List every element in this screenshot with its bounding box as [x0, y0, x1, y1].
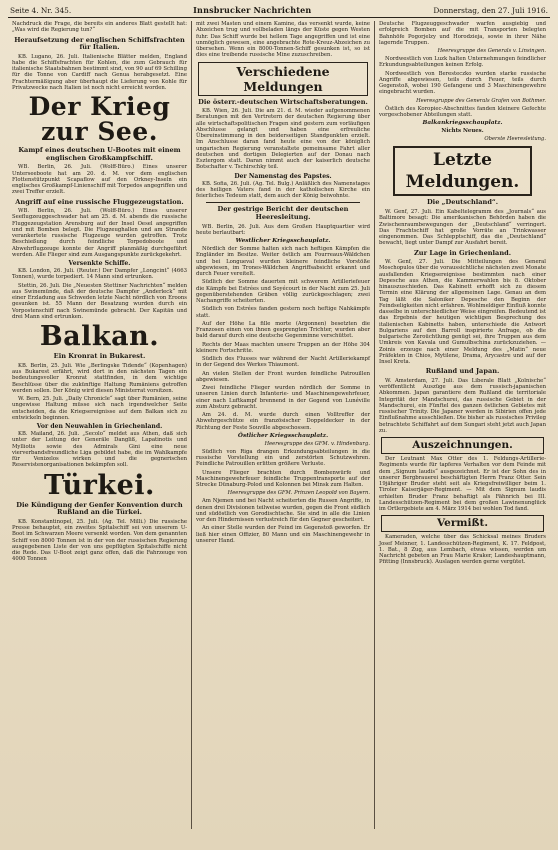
- article-paragraph: WB. Berlin, 26. Juli. (Wolff-Büro.) Eines unserer Unterseeboote hat am 20. d. M. vor dem englischen Flottenstützpunkt Scapaflow auf den Orkney-Inseln ein englisches Großkampf-Linienschiff mit Torpedos angegriffen und zwei Treffer erzielt.: [12, 164, 187, 196]
- article-paragraph: W. Amsterdam, 27. Juli. Das Liberale Blatt „Kolnische“ veröffentlicht Auszüge aus dem russisch-japanischen Abkommen. Japan garantiere dem Rußland die territoriale Integrität der Mandschurei, das russische Gebiet in der Mandschurei, ein Fünftel des ganzen östlichen Gebietes mit russischer Trinity. Die Japaner werden in Sibirien offen jede Einflußnahme ausschließen. Die bisher als russisches Privileg betrachtete Schiffahrt auf dem Sungari steht jetzt auch Japan zu.: [379, 377, 546, 434]
- article-paragraph: KB. Sofia, 26. Juli. (Ag. Tel. Bulg.) Anläßlich des Namenstages des heiligen Vaters fand in der katholischen Kirche ein feierliches Tedeum statt, dem auch der König beiwohnte.: [196, 180, 370, 200]
- article-paragraph: mit zwei Masten und einem Kamine, das versenkt wurde, keine Abzeichen trug und vollbeladen längs der Küste gegen Westen fuhr. Das Schiff wurde bei hellem Tage angegriffen und ist eine unmöglich gewesen, eine angebrachte Rote-Kreuz-Abzeichen zu übersehen. Wenn ein 8000-Tonnen-Schiff gesunken ist, so ist dies eine treibende russische Mine zuzuschreiben.: [196, 21, 370, 59]
- article-paragraph: Auf der Höhe La fille morte (Argonnen) besetzten die Franzosen einen von ihnen gesprengten Trichter, wurden aber bald darauf durch eine deutsche Gegenminne verschüttet.: [196, 320, 370, 340]
- article-paragraph: An einer Stelle wurden der Feind im Gegenstoß geworfen. Er ließ hier einen Offizier, 80 Mann und ein Maschinengewehr in unserer Hand.: [196, 525, 370, 544]
- article-paragraph: Nachdruck die Frage, die bereits ein anderes Blatt gestellt hat: „Was wird die Regierung tun?“: [12, 21, 187, 34]
- article-paragraph: Deutsche Flugzeuggeschwader warfen ausgiebig und erfolgreich Bomben auf die mit Transporten belegten Bahnhöfe Pogorjelzy und Horodzieja, sowie in ihrer Nähe lagernde Truppen.: [379, 21, 546, 46]
- column-2: [191, 21, 375, 829]
- headline-westlich: Westlicher Kriegsschauplatz.: [235, 238, 331, 245]
- article-paragraph: W. Genf, 27. Juli. Ein Kabeltelegramm des „Journals“ aus Baltimore besagt: Die amerikanischen Behörden haben die Zwischenraumbewegungen der „Deutschland“ verringert. Das Frachtschiff hat große Vorräte an Trinkwasser eingenommen. Das Schlepptschiff, das die „Deutschland“ bewacht, liegt unter Dampf zur Ausfahrt bereit.: [379, 209, 546, 247]
- headline-namenstag: Der Namenstag des Papstes.: [234, 172, 332, 180]
- article-paragraph: Rechts der Maas machten unsere Truppen an der Höhe 304 kleinere Fortschritte.: [196, 341, 370, 354]
- article-paragraph: KB. Berlin, 25. Juli. Wie „Berlingske Tidende“ (Kopenhagen) aus Bukarest erfährt, wird dort in den nächsten Tagen ein bedeutungsvoller Kronrat stattfinden, in dem wichtige Beschlüsse über die zukünftige Haltung Rumäniens getroffen werden sollen. Der König wird diesen Ministerrat vorsitzen.: [12, 362, 187, 394]
- article-paragraph: W. Genf, 27. Juli. Die Mitteilungen des General Moschopulos über die voraussichtliche nächsten zwei Monate ausfallenden Kriegsereignisse bestimmten nach einer Depesche aus Athen, die Kammerwahlen bis 8. Oktober hinauszuschieden. Das Kabinett erhofft sich zu diesem Termin eine Klärung der allgemeinen Lage. Genau an dem Tag läßt die Saloniker Depesche den Beginn der Feindseligkeiten nicht erfahren. Wohlmeldiger Einfluß konnte dasselbe in unterschiedlicher Weise eingreifen. Bedeutend ist das Ergebnis der heutigen wichtigen Besprechung des italienischen Kabinetts haben, unterschiede die Antwort Bulgariens auf den Barroll inspirierte Anfrage, ob die bulgarische Zeroüchtlung genügt sei, ihre Truppen aus dem Umkreis von Kavala und Gumulbschina zurückzuziehen. — Zoinis erzeuge nach einer Meldung des „Matin“ neue Präfekten in Chios, Mytilene, Drama, Arycastre und auf der Insel Kreta.: [379, 259, 546, 366]
- page-header: [8, 6, 550, 18]
- headline-schiffe: Versenkte Schiffe.: [68, 260, 131, 268]
- source-line: Heeresgruppe des Generals v. Linsingen.: [437, 48, 546, 54]
- header-masthead: Innsbrucker Nachrichten: [193, 5, 312, 15]
- article-paragraph: Zwei feindliche Flieger wurden nördlich der Somme in unseren Linien durch Infanterie- und Maschinengewehrfeuer, einer nach Luftkampf brennend in der Gegend von Lunéville zum Absturz gebracht.: [196, 385, 370, 410]
- nichts-neues: Nichts Neues.: [441, 128, 484, 134]
- source-line: Heeresgruppe des GFM. v. Hindenburg.: [264, 440, 370, 447]
- article-paragraph: KB. Konstantinopel, 25. Juli. (Ag. Tel. Milli.) Die russische Presse behauptet, ein zweites Spitalschiff sei von unserem U-Boot im Schwarzen Meere versenkt worden. Von dem genannten Schiff von 8000 Tonnen ist in der von der russischen Regierung ausgegebenen Liste der von uns gepflügten Spitalschiffe nicht die Rede. Das U-Boot zeigt ganz offen, daß die Fahrzeuge von 4000 Tonnen: [12, 518, 187, 563]
- article-paragraph: Südlich von Riga drangen Erkundungsabteilungen in die russische Vorstellung ein und zerstörten Schutzwehren. Feindliche Patrouillen erlitten größere Verluste.: [196, 448, 370, 468]
- article-paragraph: KB. London, 26. Juli. (Reuter.) Der Dampfer „Longcint“ (4663 Tonnen), wurde torpediert. 14 Mann sind ertrunken.: [12, 268, 187, 281]
- headline-griechenland: Zur Lage in Griechenland.: [413, 248, 512, 257]
- article-paragraph: WB. Berlin, 26. Juli. (Wolff-Büro.) Eines unserer Seeflugzeuggeschwader hat am 25. d. M. abends die russische Fluggezeugstation Arensburg auf der Insel Oesel angegriffen und mit Bomben belegt. Die Flugzeughallen und am Strande verankertete russische Flugzeuge wurden getroffen. Trotz Beschießung durch feindliche Torpedoboote und Abwehrflugzeuge konnte der Angriff planmäßig durchgeführt werden. Alle Flieger sind zum Ausgangspunkte zurückgekehrt.: [12, 208, 187, 258]
- header-page-number: Seite 4. Nr. 345.: [10, 6, 72, 15]
- signature-oberste-heeresleitung: Oberste Heeresleitung.: [484, 136, 546, 143]
- column-3: [375, 21, 550, 829]
- headline-wirtschaft: Die österr.-deutschen Wirtschaftsberatungen.: [198, 97, 368, 106]
- header-date: Donnerstag, den 27. Juli 1916.: [433, 6, 548, 15]
- article-paragraph: KB. Mailand, 26. Juli. „Secolo“ meldet aus Athen, daß sich unter der Leitung der Generäle Dangliß, Lapatinotis und Mylliotis sowie des Admirals Gini eine neue vierverbandsfreundliche Liga gebildet habe, die im Wahlkampfe für Venizelos wirken und die gegnerischen Reservistenorganisationen bekämpfen soll.: [12, 431, 187, 469]
- article-paragraph: Südlich der Somme dauerten mit schwerem Artilleriefeuer die Kämpfe bei Estrées und Soyécourt in der Nacht zum 25. Juli gegenüberstehenden Gräben völlig zurückgeschlagen; zwei Nachangriffe scheiterten.: [196, 279, 370, 305]
- headline-flug: Angriff auf eine russische Fluggezeugstation.: [15, 197, 184, 206]
- article-paragraph: Nordwestlich von Luzk halten Unternehmungen feindlicher Erkundungsabteilungen keinen Erfolg.: [379, 56, 546, 69]
- article-paragraph: Der Leutnant Max Otter des 1. Feldungs-Artillerie-Regiments wurde für tapferes Verhalten vor dem Feinde mit dem „Signum laudis“ ausgezeichnet. Er ist der Sohn des in unserer Bergbrauerei beschäftigten Herrn Franz Otter. Sein 19jähriger Bruder steht seit als Kriegsfreiwilliger beim 1. Tiroler Kaiserjäger-Regiment. — Mit dem Signum laudis erhielten Bruder Franz behaftigt als Fähnrich bei III. Landesschützen-Regiment bei dem großen Lawinenunglück im Ortlergebiete am 4. März 1914 bei wohlen Tod fand.: [379, 456, 546, 513]
- article-paragraph: Kameraden, welche über das Schicksal meines Bruders Josef Meixner, 1. Landesschützen-Regiment, K. 17. Feldpost, 1. Bat., 8 Zug, aus Lembach, etwas wissen, werden um Nachricht gebeten an Frau Marie Kraker, Landeshauptmann, Pfitting (Innsbruck). Auslagen werden gerne vergütet.: [379, 534, 546, 566]
- columns: [8, 21, 550, 829]
- section-box-verschiedene-meldungen: Verschiedene Meldungen: [198, 62, 368, 96]
- article-paragraph: Unsere Flieger brachten durch Bombenwürfe und Maschinengewehrfeuer feindliche Truppentransporte auf der Strecke Dünaburg-Polod und Kolonnen bei Minsk zum Halten.: [196, 469, 370, 489]
- article-paragraph: Am 24. d. M. wurde durch einen Volltreffer der Abwehrgeschütze ein französischer Doppeldecker in der Richtung der Feste Souville abgeschossen.: [196, 412, 370, 431]
- section-box-letzte-meldungen: Letzte Meldungen.: [393, 146, 532, 196]
- section-box-vermisst: Vermißt.: [381, 515, 544, 532]
- section-box-auszeichnungen: Auszeichnungen.: [381, 437, 544, 454]
- article-paragraph: Stettin, 26. Juli. Die „Neuesten Stettiner Nachrichten“ melden aus Swinemünde, daß der deutsche Dampfer „Anderleck“ mit einer Erzladung aus Schweden letzte Nacht nördlich von Eroons gesunken ist. 55 Mann der Besatzung wurden durch ein Vorpostenschiff nach Swinemünde gebracht. Der Kapitän und drei Mann sind ertrunken.: [12, 282, 187, 320]
- article-paragraph: KB. Lugano, 26. Juli. Italienische Blätter melden, England habe die Schiffsfrachten für Kohlen, die zum Gebrauch für italienische Staatsbahnen bestimmt sind, von 90 auf 69 Schilling für die Tonne von Cardiff nach Genua herabgesetzt. Eine Frachtermäßigung aber überhaupt die Lieferung von Kohle für Privatzwecke nach Italien ist noch nicht erreicht worden.: [12, 53, 187, 91]
- article-paragraph: An vielen Stellen der Front wurden feindliche Patrouillen abgewiesen.: [196, 370, 370, 383]
- article-paragraph: KB. Wien, 26. Juli. Die am 21. d. M. wieder aufgenommenen Beratungen mit den Vertretern der deutschen Regierung über alle wirtschaftspolitischen Fragen sind gestern zum vorläufigen Abschlusse gelangt und haben eine erfreuliche Übereinstimmung in den beiderseitigen Standpunkten erzielt. Im Anschlusse daran fand heute eine von der königlich ungarischen Regierung veranstaltete gemeinsame Fahrt aller deutschen und dortigen Delegierten auf der Donau nach Esztergom statt. Daran nimmt auch der kaiserlich deutsche Botschafter v. Tschirschky teil.: [196, 108, 370, 171]
- article-paragraph: WB. Berlin, 26. Juli. Aus dem Großen Hauptquartier wird heute berlautbart:: [196, 223, 370, 236]
- article-paragraph: Nordwestlich von Beresteczko wurden starke russische Angriffe abgewiesen, teils durch Feuer, teils durch Gegenstoß, wobei 190 Gefangene und 3 Maschinengewehre eingebracht wurden.: [379, 70, 546, 96]
- source-line: Heeresgruppe des Generals Grafen von Bothmer.: [416, 97, 546, 104]
- article-paragraph: W. Bern, 25. Juli. „Daily Chronicle“ sagt über Rumänien, seine ungewisse Haltung müsse sich nach irgendwelcher Seite entscheiden, da die Kriegsereignisse auf dem Balkan sich zu entwickeln beginnen.: [12, 396, 187, 421]
- headline-balkankrieg: Balkankriegsschauplatz.: [422, 120, 503, 126]
- headline-uboot: Kampf eines deutschen U-Bootes mit einem englischen Großkampfschiff.: [18, 146, 181, 162]
- section-title-tuerkei: Türkei.: [44, 469, 155, 501]
- article-paragraph: Am Njemen und bei Nacht scheiterten die Russen Angriffe, in denen drei Divisionen teilweise wurden, gegen die Front südlich und südöstlich von Gorodischtsche. Sie sind in alle die Linien vor den Hindernissen verlustreich für den Gegner gescheitert.: [196, 498, 370, 524]
- headline-deutschland: Die „Deutschland“.: [426, 198, 499, 207]
- section-title-krieg: Der Krieg zur See.: [28, 92, 171, 147]
- article-paragraph: Östlich des Koropiec-Abschnittes fanden kleinere Gefechte vorgeschobener Abteilungen statt.: [379, 105, 546, 118]
- headline-russland-japan: Rußland und Japan.: [425, 367, 500, 376]
- article-paragraph: Nördlich der Somme halten sich nach heftigen Kämpfen die Engländer im Besitze. Weiter östlich am Fourreaux-Wäldchen und bei Longueval wurden kleinere feindliche Vorstöße abgewiesen, im Trones-Wäldchen Angriffsabsicht erkannt und durch Feuer vereitelt.: [196, 246, 370, 278]
- headline-konvention: Die Kündigung der Genfer Konvention durch Rußland an die Türkei.: [16, 500, 183, 517]
- headline-heeresleitung: Der gestrige Bericht der deutschen Heeresleitung.: [217, 205, 349, 221]
- source-line: Heeresgruppe des GFM. Prinzen Leopold von Bayern.: [227, 490, 370, 497]
- headline-neuwahlen: Vor den Neuwahlen in Griechenland.: [36, 423, 163, 431]
- headline-kohlen: Heraufsetzung der englischen Schiffsfrachten für Italien.: [14, 35, 185, 52]
- divider: [206, 202, 360, 203]
- headline-oestlich: Östlicher Kriegsschauplatz.: [237, 432, 329, 439]
- column-1: [8, 21, 191, 829]
- article-paragraph: Südlich des Flusses war während der Nacht Artilleriekampf in der Gegend des Werkes Thiaumont.: [196, 356, 370, 369]
- headline-kronrat: Ein Kronrat in Bukarest.: [53, 352, 146, 361]
- article-paragraph: Südlich von Estrées fanden gestern noch heftige Nahkämpfe statt.: [196, 306, 370, 319]
- section-title-balkan: Balkan.: [39, 321, 160, 353]
